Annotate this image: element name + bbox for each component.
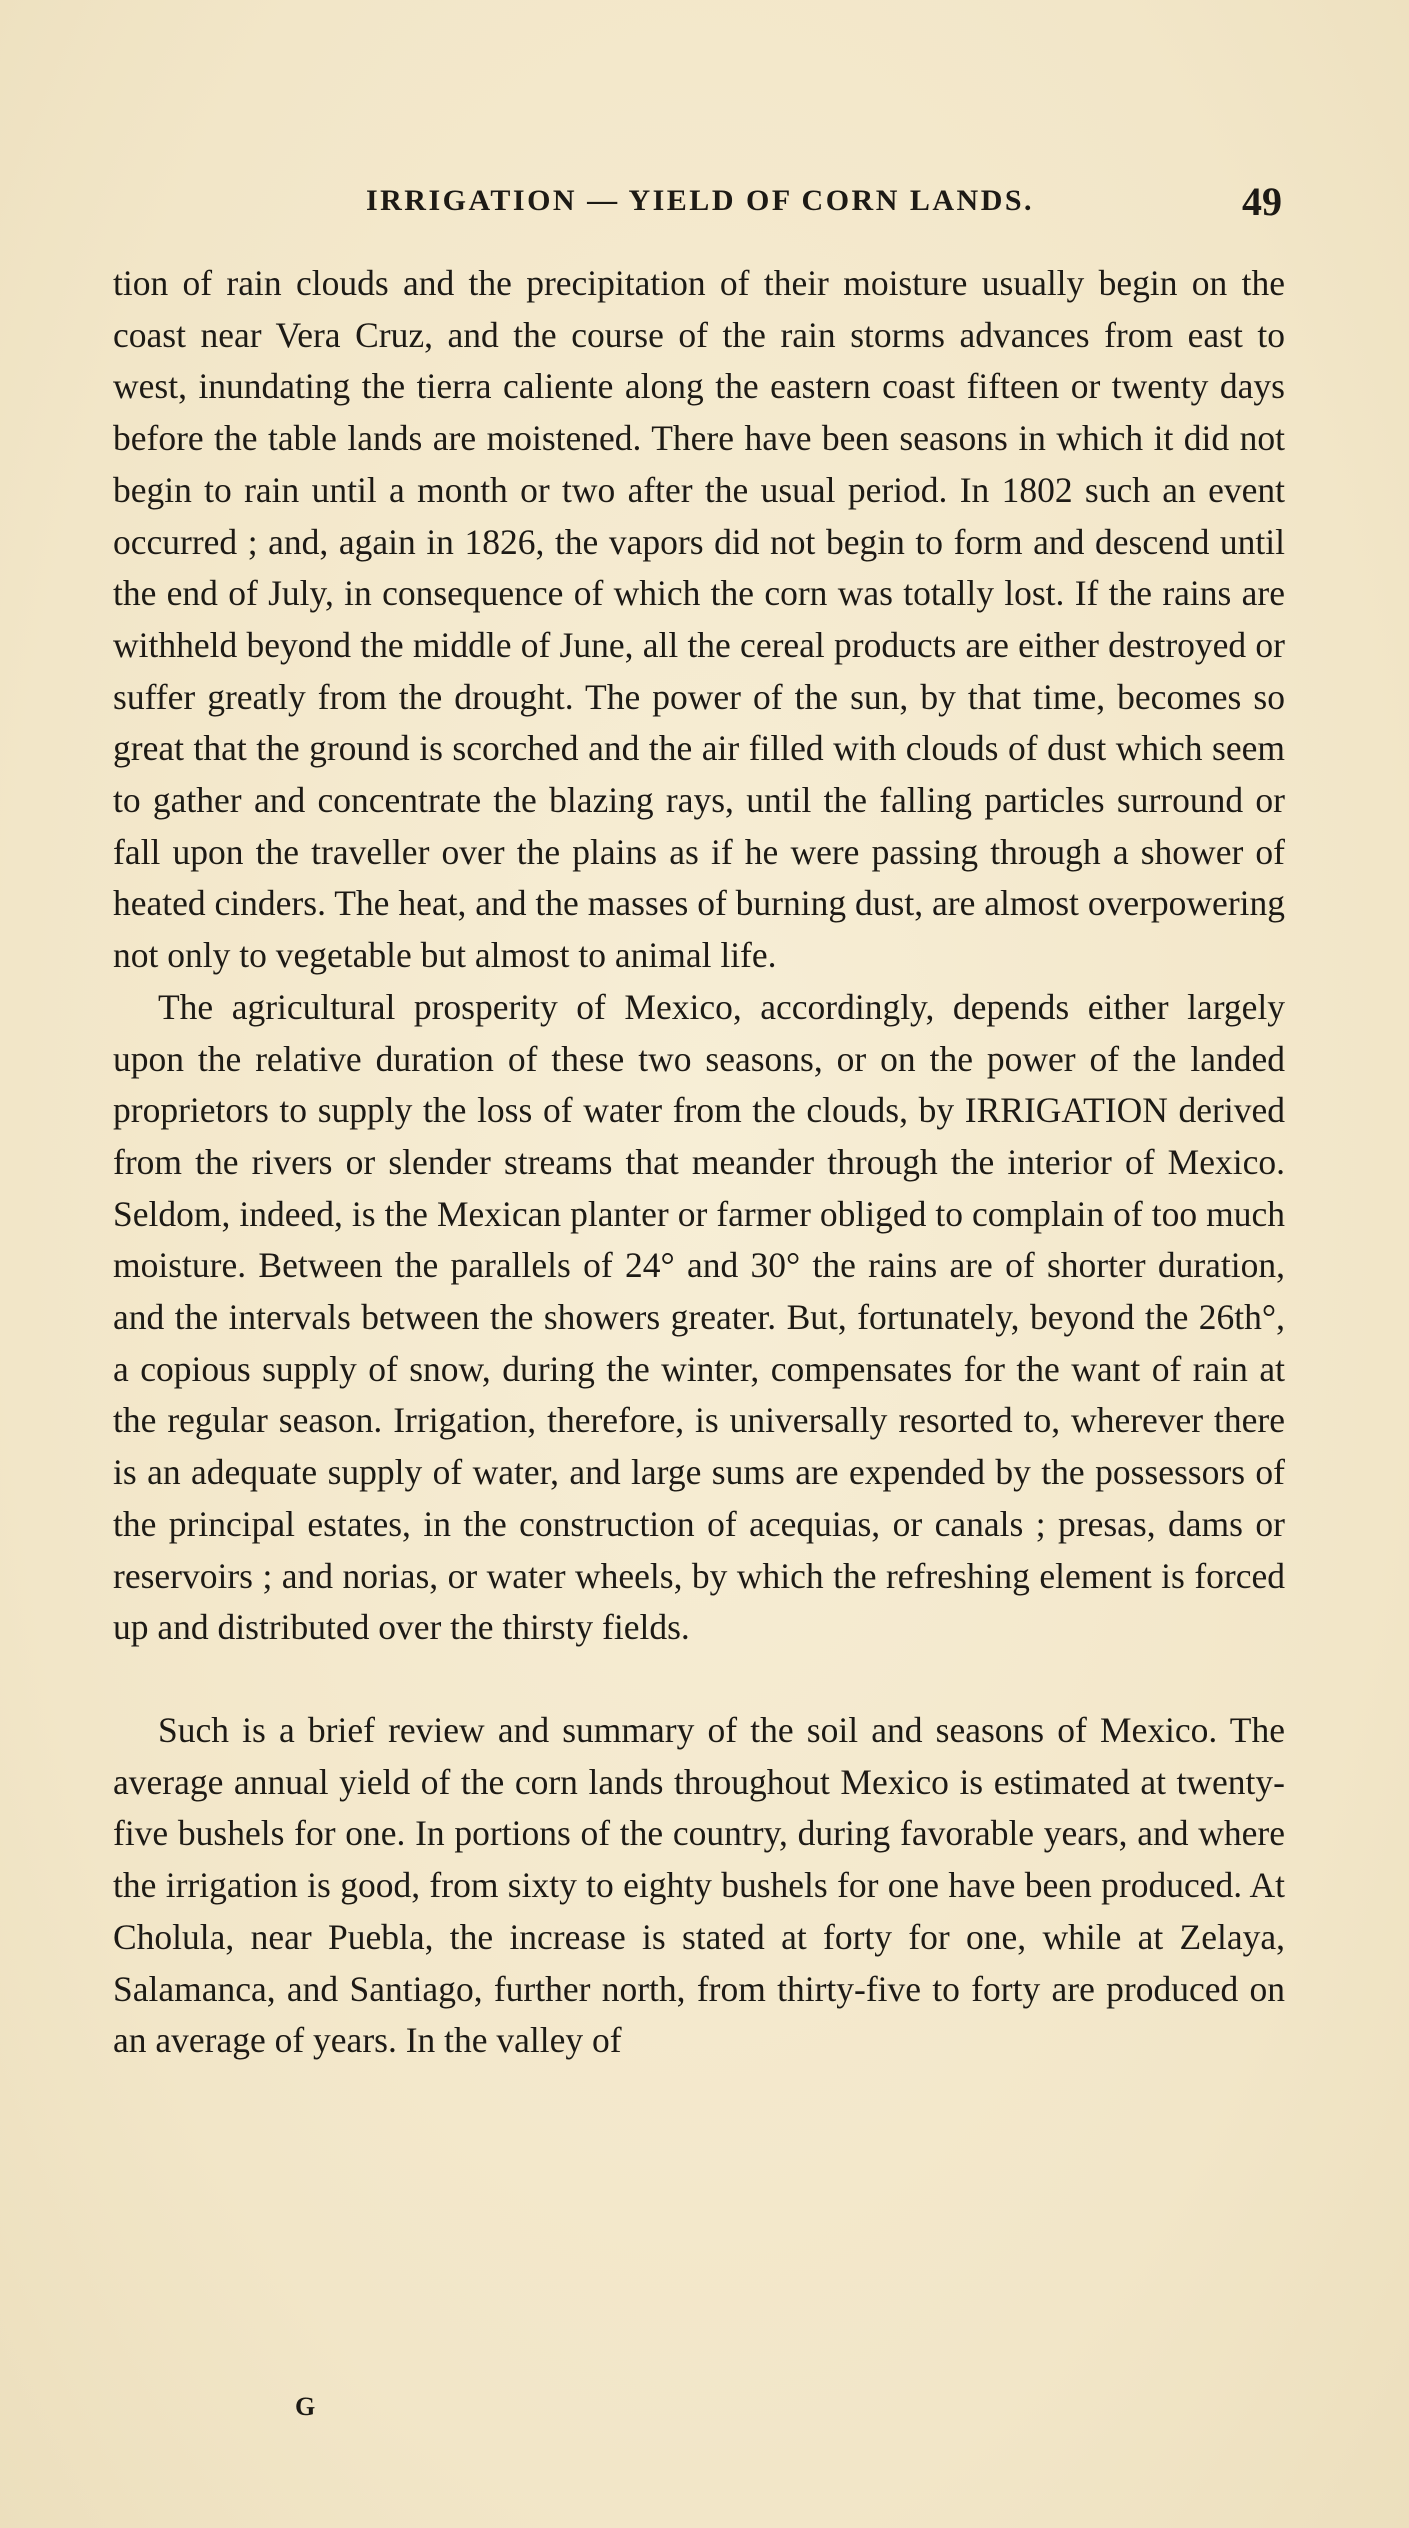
body-text [113,258,1285,2067]
page-header [110,178,1290,230]
paragraph-3: Such is a brief review and summary of the soil and seasons of Mexico. The average annual yield of the corn lands throughout Mexico is estimated at twenty-five bushels for one. In portions of the country, during favorable years, and where the irrigation is good, from sixty to eighty bushels for one have been produced. At Cholula, near Puebla, the increase is stated at forty for one, while at Zelaya, Salamanca, and Santiago, further north, from thirty-five to forty are produced on an average of years. In the valley of [113,1709,1285,2061]
signature-mark: G [295,2392,316,2421]
page-number: 49 [1242,179,1282,224]
paragraph-1: tion of rain clouds and the precipitation of their moisture usually begin on the coast near Vera Cruz, and the course of the rain storms advances from east to west, inundating the tierra caliente along the eastern coast fifteen or twenty days before the table lands are moistened. There have been seasons in which it did not begin to rain until a month or two after the usual period. In 1802 such an event occurred ; and, again in 1826, the vapors did not begin to form and descend until the end of July, in consequence of which the corn was totally lost. If the rains are withheld beyond the middle of June, all the cereal products are either destroyed or suffer greatly from the drought. The power of the sun, by that time, becomes so great that the ground is scorched and the air filled with clouds of dust which seem to gather and concentrate the blazing rays, until the falling particles surround or fall upon the traveller over the plains as if he were passing through a shower of heated cinders. The heat, and the masses of burning dust, are almost overpowering not only to vegetable but almost to animal life. [113,263,1285,976]
running-head: IRRIGATION — YIELD OF CORN LANDS. [365,184,1035,217]
paragraph-2: The agricultural prosperity of Mexico, accordingly, depends either largely upon the relative duration of these two seasons, or on the power of the landed proprietors to supply the loss of water from the clouds, by IRRIGATION derived from the rivers or slender streams that meander through the interior of Mexico. Seldom, indeed, is the Mexican planter or farmer obliged to complain of too much moisture. Between the parallels of 24° and 30° the rains are of shorter duration, and the intervals between the showers greater. But, fortunately, beyond the 26th°, a copious supply of snow, during the winter, compensates for the want of rain at the regular season. Irrigation, therefore, is universally resorted to, wherever there is an adequate supply of water, and large sums are expended by the possessors of the principal estates, in the construction of acequias, or canals ; presas, dams or reservoirs ; and norias, or water wheels, by which the refreshing element is forced up and distributed over the thirsty fields. [113,986,1285,1648]
